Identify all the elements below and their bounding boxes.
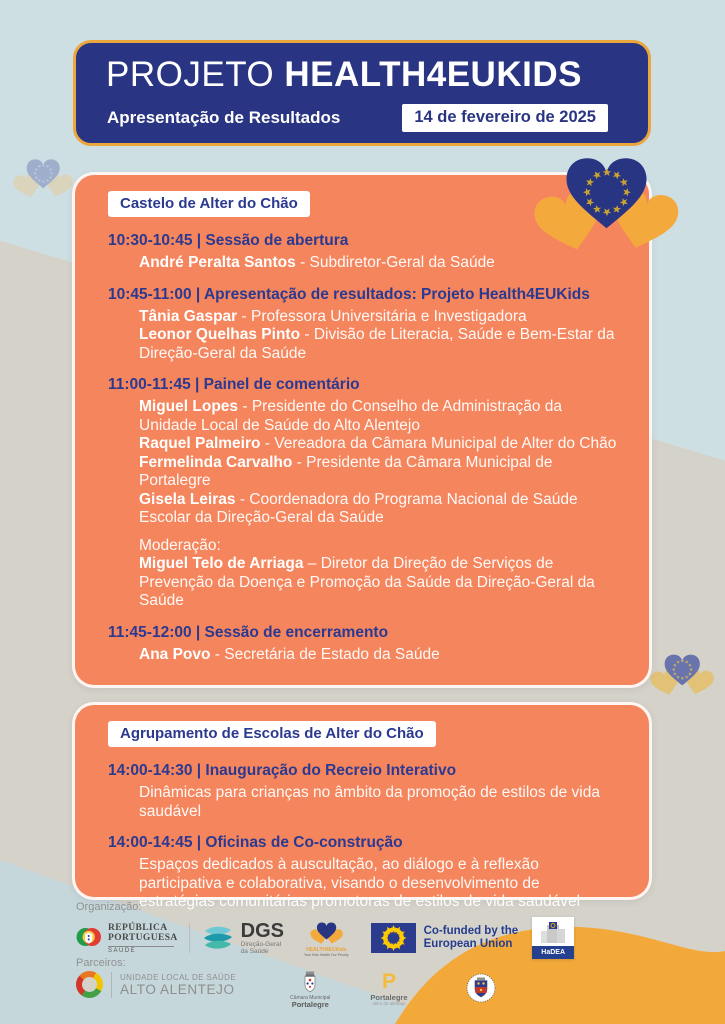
partners-label: Parceiros:: [76, 957, 126, 969]
session-oficinas: [108, 834, 619, 912]
poster-title: [76, 43, 648, 95]
dgs-logo: [201, 919, 284, 955]
session-encerramento: [108, 624, 619, 665]
uls-alto-alentejo-logo: [76, 971, 236, 998]
eu-heart-decoration-large-icon: [531, 150, 681, 263]
hadea-label: HaDEA: [532, 946, 574, 959]
speaker-line: Ana Povo - Secretária de Estado da Saúde: [139, 645, 440, 663]
moderation-block: [108, 537, 619, 611]
speaker-line: Leonor Quelhas Pinto - Divisão de Literacia, Saúde e Bem-Estar da Direção-Geral da Saúde: [139, 326, 615, 362]
partners-logos-row: [76, 971, 496, 1017]
session-apresentacao-resultados: [108, 286, 619, 364]
speaker-line: Raquel Palmeiro - Vereadora da Câmara Municipal de Alter do Chão: [139, 435, 617, 452]
portalegre-brand-logo: P Portalegre além do alentejo: [370, 970, 408, 1006]
organization-label: Organização:: [76, 901, 142, 913]
date-badge: 14 de fevereiro de 2025: [402, 104, 608, 132]
eu-heart-decoration-topleft-icon: [12, 156, 74, 203]
title-light-part: PROJETO: [106, 55, 275, 94]
dgs-waves-icon: [201, 923, 235, 953]
session-time-title: 11:00-11:45 | Painel de comentário: [108, 376, 360, 393]
moderator-line: Miguel Telo de Arriaga – Diretor da Direção de Serviços de Prevenção da Doença e Promoção da Saúde da Direção-Geral da Saúde: [139, 555, 595, 609]
portalegre-crest-icon: [302, 971, 318, 993]
republica-portuguesa-logo: [76, 923, 178, 954]
health4eukids-hearts-icon: [309, 920, 343, 946]
header-banner: [73, 40, 651, 146]
session-recreio-interativo: [108, 762, 619, 821]
hadea-building-icon: [532, 917, 574, 946]
header-subtitle-row: [76, 95, 648, 132]
alter-do-chao-crest-icon: [466, 973, 496, 1003]
speaker-line: André Peralta Santos - Subdiretor-Geral da Saúde: [139, 254, 495, 271]
portalegre-p-icon: P: [381, 970, 396, 993]
logo-divider: [189, 923, 190, 953]
title-bold-part: HEALTH4EUKIDS: [284, 55, 582, 94]
session-time-title: 14:00-14:45 | Oficinas de Co-construção: [108, 834, 403, 851]
eu-flag-icon: [371, 923, 416, 953]
dgs-text: DGS Direção-Geral da Saúde: [240, 919, 284, 955]
camara-municipal-portalegre-logo: Câmara Municipal Portalegre: [290, 971, 330, 1008]
eu-heart-decoration-middle-icon: [649, 651, 715, 701]
speaker-line: Fermelinda Carvalho - Presidente da Câmara Municipal de Portalegre: [139, 453, 553, 489]
session-painel-comentario: [108, 376, 619, 611]
session-time-title: 14:00-14:30 | Inauguração do Recreio Interativo: [108, 762, 457, 779]
hadea-logo: [532, 917, 574, 959]
speaker-line: Miguel Lopes - Presidente do Conselho de Administração da Unidade Local de Saúde do Alto Alentejo: [139, 398, 563, 434]
poster-subtitle: Apresentação de Resultados: [107, 108, 341, 127]
portugal-emblem-icon: [76, 923, 101, 953]
speaker-line: Gisela Leiras - Coordenadora do Programa Nacional de Saúde Escolar da Direção-Geral da Saúde: [139, 490, 578, 526]
session-time-title: 11:45-12:00 | Sessão de encerramento: [108, 623, 389, 641]
eu-cofunded-text: Co-funded by the European Union: [423, 925, 519, 950]
uls-text: UNIDADE LOCAL DE SAÚDE ALTO ALENTEJO: [120, 973, 237, 997]
alter-do-chao-crest-logo: [466, 973, 496, 1008]
session-time-title: 10:45-11:00 | Apresentação de resultados: Projeto Health4EUKids: [108, 285, 590, 303]
republica-text: REPÚBLICA PORTUGUESA SAÚDE: [108, 922, 178, 954]
uls-swirl-icon: [76, 971, 103, 998]
session-description: Espaços dedicados à auscultação, ao diálogo e à reflexão participativa e colaborativa, visando o desenvolvimento de estratégias comunitárias promotoras de estilos de vida saudável: [139, 856, 581, 910]
location-label-castelo: Castelo de Alter do Chão: [108, 191, 310, 217]
session-description: Dinâmicas para crianças no âmbito da promoção de estilos de vida saudável: [139, 784, 600, 820]
organization-logos-row: [76, 917, 574, 959]
health4eukids-logo: HEALTH4EUKids Your Kids Health Our Priority: [304, 920, 349, 957]
eu-cofunded-logo: [371, 923, 519, 953]
logo-divider: [111, 972, 112, 998]
moderation-label: Moderação:: [139, 536, 221, 554]
session-time-title: 10:30-10:45 | Sessão de abertura: [108, 232, 349, 249]
location-label-escolas: Agrupamento de Escolas de Alter do Chão: [108, 721, 436, 747]
speaker-line: Tânia Gaspar - Professora Universitária e Investigadora: [139, 307, 527, 325]
